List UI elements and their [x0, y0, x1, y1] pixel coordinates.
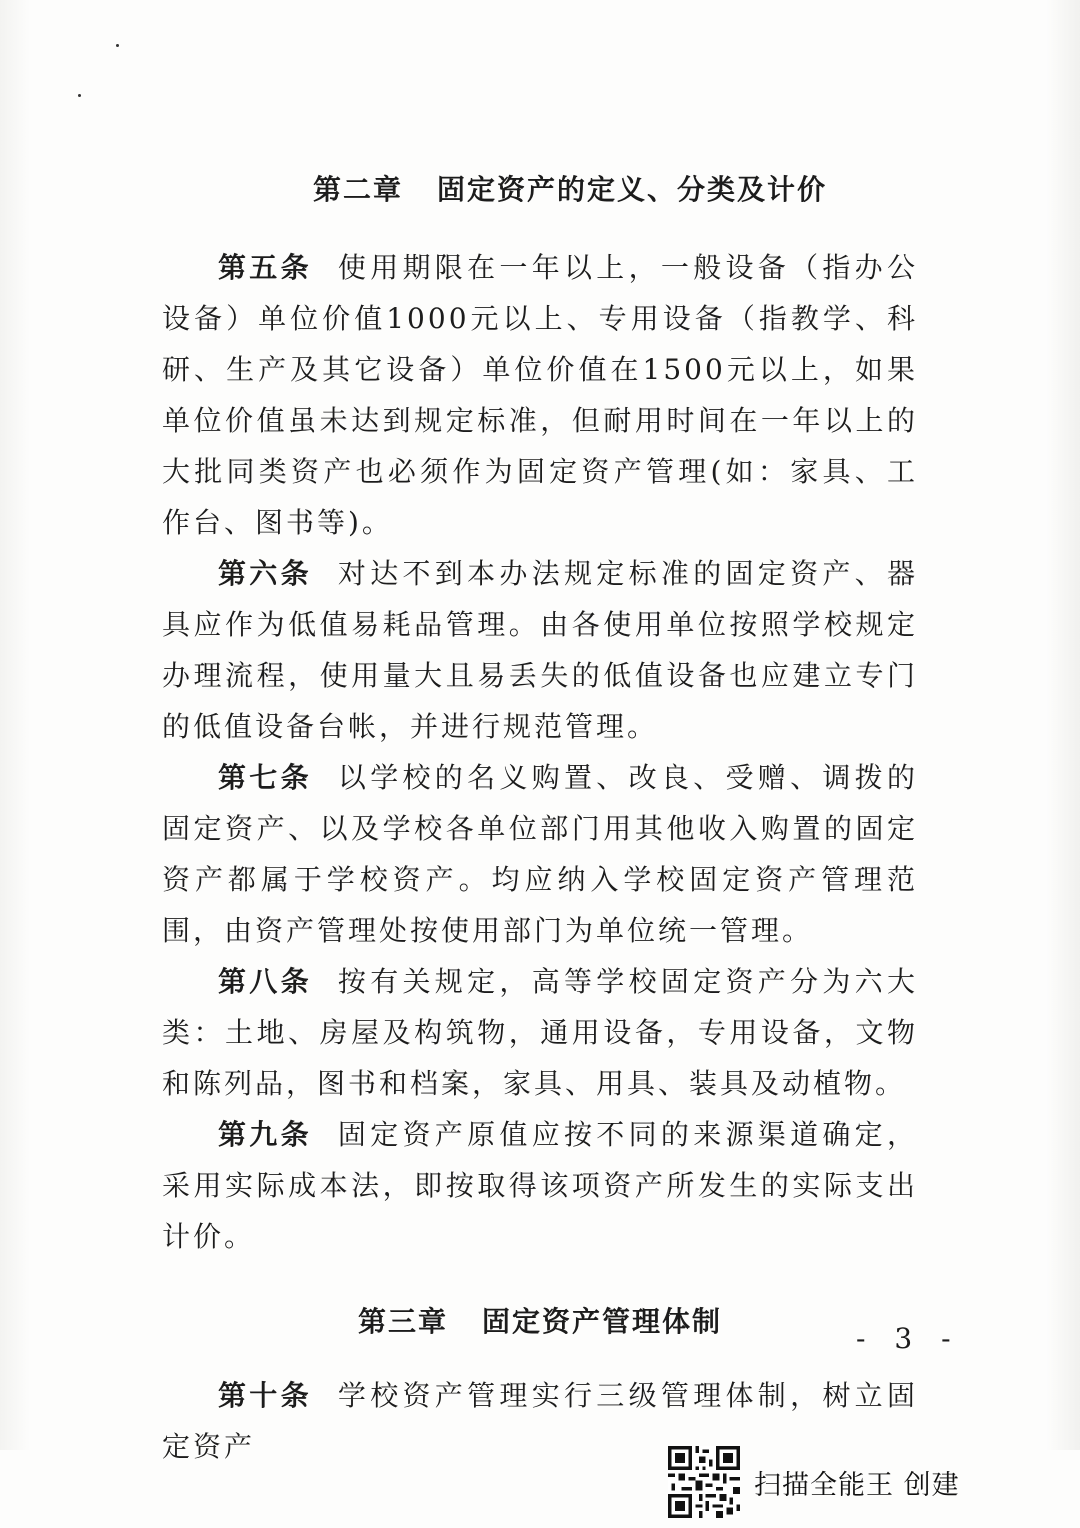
- article-text: 固定资产原值应按不同的来源渠道确定，采用实际成本法，即按取得该项资产所发生的实际支出计价。: [162, 1118, 918, 1253]
- article-text: 以学校的名义购置、改良、受赠、调拨的固定资产、以及学校各单位部门用其他收入购置的固定资产都属于学校资产。均应纳入学校固定资产管理范围，由资产管理处按使用部门为单位统一管理。: [162, 761, 918, 947]
- scanner-watermark: [668, 1446, 968, 1518]
- article-paragraph: [162, 752, 918, 956]
- chapter-title: 固定资产的定义、分类及计价: [437, 173, 828, 206]
- article-paragraph: [162, 1109, 918, 1262]
- article-paragraph: [162, 956, 918, 1109]
- document-body: [162, 160, 918, 1472]
- chapter-heading: [222, 160, 918, 220]
- page-number: - 3 -: [856, 1322, 961, 1355]
- article-text: 学校资产管理实行三级管理体制，树立固定资产: [162, 1379, 918, 1463]
- scan-speck: [116, 44, 119, 47]
- article-number: 第七条: [218, 761, 312, 794]
- article-number: 第五条: [218, 251, 312, 284]
- article-number: 第八条: [218, 965, 312, 998]
- article-text: 对达不到本办法规定标准的固定资产、器具应作为低值易耗品管理。由各使用单位按照学校规定办理流程，使用量大且易丢失的低值设备也应建立专门的低值设备台帐，并进行规范管理。: [162, 557, 918, 743]
- watermark-text: 扫描全能王 创建: [754, 1469, 960, 1501]
- scan-shadow-left: [0, 0, 30, 1450]
- chapter-heading: [162, 1292, 918, 1352]
- article-number: 第六条: [218, 557, 312, 590]
- scan-shadow-right: [1046, 0, 1080, 1450]
- article-number: 第十条: [218, 1379, 312, 1412]
- article-number: 第九条: [218, 1118, 312, 1151]
- scan-speck: [78, 94, 81, 97]
- article-paragraph: [162, 548, 918, 752]
- chapter-number: 第二章: [312, 173, 403, 206]
- article-text: 使用期限在一年以上，一般设备（指办公设备）单位价值1000元以上、专用设备（指教学、科研、生产及其它设备）单位价值在1500元以上，如果单位价值虽未达到规定标准，但耐用时间在一年以上的大批同类资产也必须作为固定资产管理(如：家具、工作台、图书等)。: [162, 251, 918, 539]
- chapter-number: 第三章: [357, 1305, 448, 1338]
- qr-code-icon: [668, 1446, 740, 1518]
- article-paragraph: [162, 242, 918, 548]
- article-text: 按有关规定，高等学校固定资产分为六大类：土地、房屋及构筑物，通用设备，专用设备，文物和陈列品，图书和档案，家具、用具、装具及动植物。: [162, 965, 918, 1100]
- chapter-title: 固定资产管理体制: [482, 1305, 723, 1338]
